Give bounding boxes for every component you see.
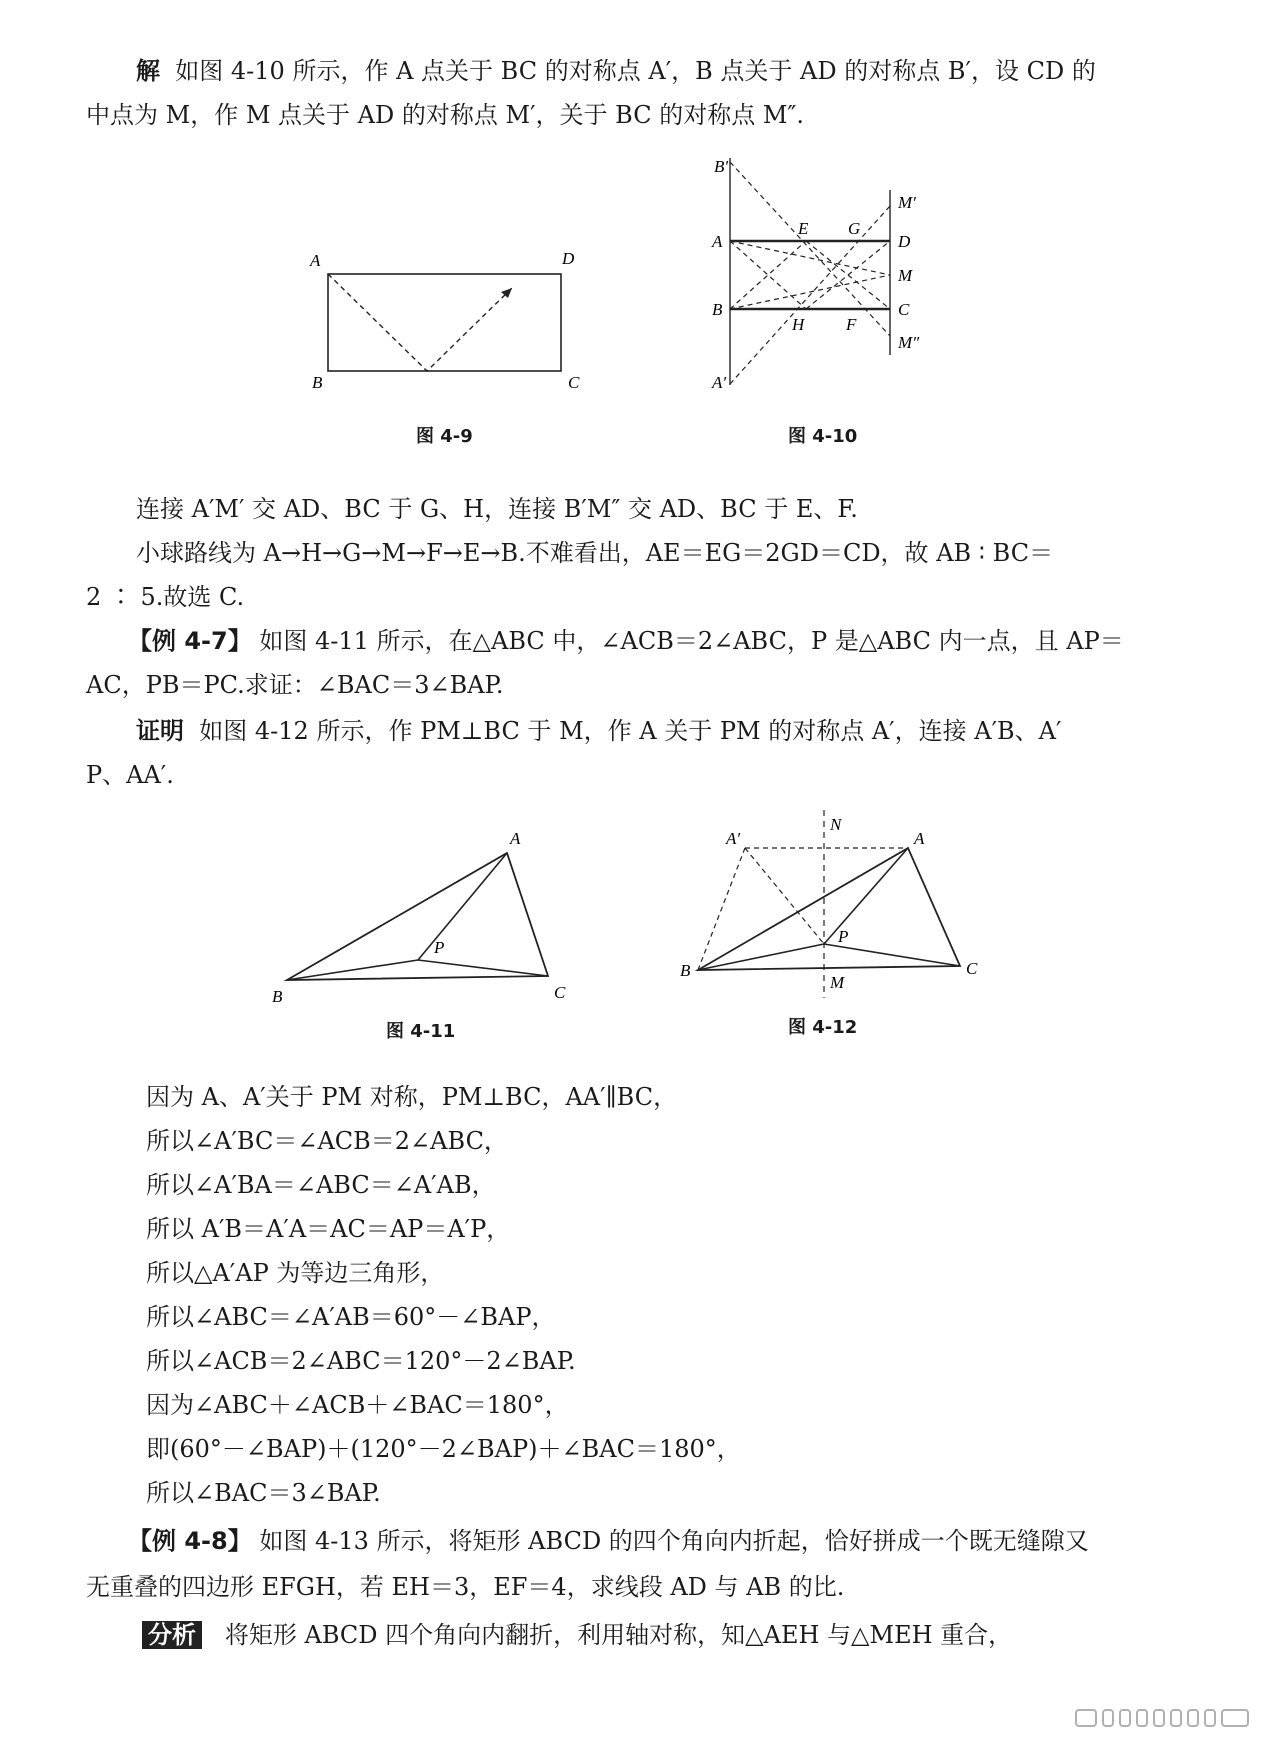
label-c: C	[966, 959, 978, 978]
analysis-line-1	[142, 1620, 1012, 1650]
label-p: P	[838, 927, 849, 946]
label-g: G	[848, 219, 861, 238]
segment-pc	[824, 944, 960, 966]
label-m-double-prime: M″	[898, 333, 920, 352]
segment-ap	[418, 853, 507, 960]
label-h: H	[792, 315, 805, 334]
answer-line: 2 ∶ 5.故选 C.	[86, 583, 245, 611]
label-a-prime: A′	[712, 373, 727, 392]
label-a: A	[310, 251, 321, 270]
label-d: D	[898, 232, 911, 251]
proof-step: 因为∠ABC＋∠ACB＋∠BAC＝180°，	[146, 1391, 569, 1419]
ball-path	[328, 274, 512, 371]
example-4-8-label: 【例 4-8】	[128, 1527, 252, 1555]
rectangle-abcd	[328, 274, 561, 371]
proof-line-2: P、AA′.	[86, 761, 174, 789]
connect-line: 连接 A′M′ 交 AD、BC 于 G、H，连接 B′M″ 交 AD、BC 于 E、F.	[136, 495, 858, 523]
solution-label: 解	[136, 57, 160, 85]
proof-step: 所以∠BAC＝3∠BAP.	[146, 1479, 381, 1507]
proof-step: 所以△A′AP 为等边三角形，	[146, 1259, 445, 1287]
proof-text-1: 如图 4-12 所示，作 PM⊥BC 于 M，作 A 关于 PM 的对称点 A′，连接 A′B、A′	[199, 717, 1062, 745]
example-4-8-line-2: 无重叠的四边形 EFGH，若 EH＝3，EF＝4，求线段 AD 与 AB 的比.	[86, 1573, 845, 1601]
label-d: D	[562, 249, 575, 268]
proof-step: 因为 A、A′关于 PM 对称，PM⊥BC，AA′∥BC，	[146, 1083, 678, 1111]
label-m-prime: M′	[898, 193, 916, 212]
label-b: B	[680, 961, 691, 980]
solution-line-2: 中点为 M，作 M 点关于 AD 的对称点 M′，关于 BC 的对称点 M″.	[86, 101, 805, 129]
label-m: M	[830, 973, 845, 992]
label-a: A	[914, 829, 925, 848]
example-4-8-text-1: 如图 4-13 所示，将矩形 ABCD 的四个角向内折起，恰好拼成一个既无缝隙又	[259, 1527, 1089, 1555]
figure-4-12	[670, 808, 990, 1008]
watermark-icon	[1075, 1708, 1250, 1728]
label-m: M	[898, 266, 913, 285]
label-a-prime: A′	[726, 829, 741, 848]
example-4-7-text-1: 如图 4-11 所示，在△ABC 中，∠ACB＝2∠ABC，P 是△ABC 内一点，且 AP＝	[259, 627, 1124, 655]
solution-text-1: 如图 4-10 所示，作 A 点关于 BC 的对称点 A′，B 点关于 AD 的对称点 B′，设 CD 的	[175, 57, 1096, 85]
segment-bp	[287, 960, 418, 980]
figure-4-9	[300, 232, 600, 392]
analysis-label: 分析	[142, 1621, 202, 1649]
triangle-abc	[698, 848, 960, 970]
triangle-abc	[287, 853, 548, 980]
label-e: E	[798, 219, 809, 238]
segment-ap	[824, 848, 908, 944]
example-4-7-line-2: AC，PB＝PC.求证：∠BAC＝3∠BAP.	[86, 671, 504, 699]
proof-step: 所以∠A′BC＝∠ACB＝2∠ABC，	[146, 1127, 508, 1155]
caption-4-11: 图 4-11	[386, 1021, 456, 1042]
proof-label: 证明	[136, 717, 184, 745]
label-b: B	[272, 987, 283, 1006]
route-line: 小球路线为 A→H→G→M→F→E→B.不难看出，AE＝EG＝2GD＝CD，故 AB ∶ BC＝	[136, 539, 1054, 567]
reflection-paths	[730, 162, 890, 384]
segment-bp	[698, 944, 824, 970]
label-f: F	[846, 315, 857, 334]
label-b: B	[312, 373, 323, 392]
example-4-8-line-1	[128, 1526, 1089, 1556]
solution-line-1	[136, 56, 1096, 86]
figure-4-10	[700, 150, 950, 400]
proof-step: 所以 A′B＝A′A＝AC＝AP＝A′P，	[146, 1215, 511, 1243]
label-c: C	[898, 300, 910, 319]
analysis-text-1: 将矩形 ABCD 四个角向内翻折，利用轴对称，知△AEH 与△MEH 重合，	[224, 1621, 1013, 1649]
label-c: C	[568, 373, 580, 392]
label-b: B	[712, 300, 723, 319]
proof-step: 所以∠A′BA＝∠ABC＝∠A′AB，	[146, 1171, 496, 1199]
label-a: A	[712, 232, 723, 251]
caption-4-12: 图 4-12	[788, 1017, 858, 1038]
label-n: N	[830, 815, 842, 834]
proof-step: 所以∠ACB＝2∠ABC＝120°－2∠BAP.	[146, 1347, 576, 1375]
example-4-7-line-1	[128, 626, 1124, 656]
label-c: C	[554, 983, 566, 1002]
proof-step: 即(60°－∠BAP)＋(120°－2∠BAP)＋∠BAC＝180°，	[146, 1435, 741, 1463]
label-a: A	[510, 829, 521, 848]
caption-4-9: 图 4-9	[416, 426, 473, 447]
proof-step: 所以∠ABC＝∠A′AB＝60°－∠BAP，	[146, 1303, 556, 1331]
proof-line-1	[136, 716, 1061, 746]
label-b-prime: B′	[714, 157, 729, 176]
figure-4-11	[260, 820, 580, 1010]
example-4-7-label: 【例 4-7】	[128, 627, 252, 655]
label-p: P	[434, 938, 445, 957]
segment-pc	[418, 960, 548, 976]
caption-4-10: 图 4-10	[788, 426, 858, 447]
